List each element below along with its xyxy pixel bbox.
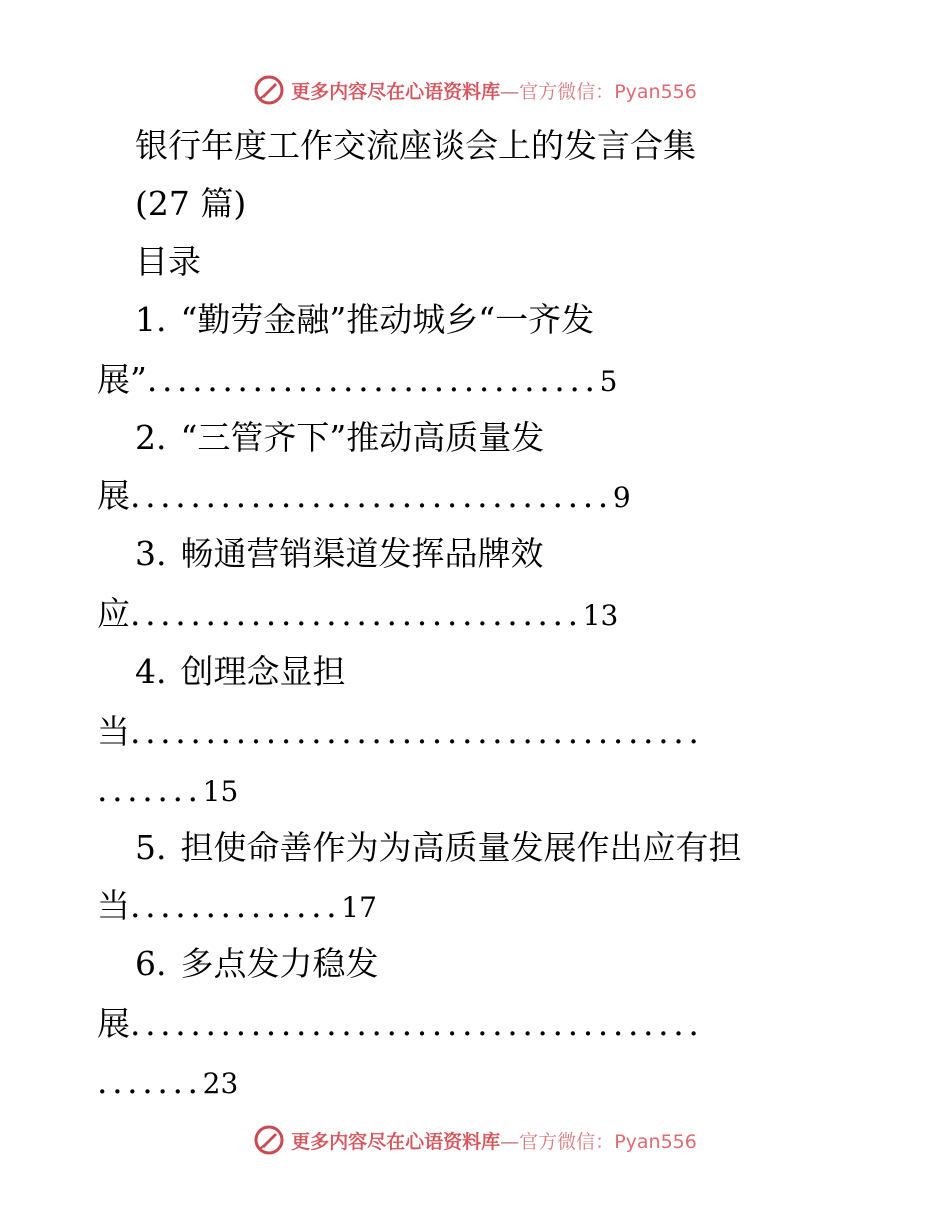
watermark-dash: — (500, 80, 520, 103)
toc-entry-page: 5 (599, 365, 618, 398)
watermark-official-text: 官方微信： (519, 1130, 615, 1153)
toc-entry-title: 多点发力稳发 (180, 944, 379, 983)
watermark-main-text: 更多内容尽在心语资料库 (291, 80, 501, 103)
toc-entry-dots: .............................. (146, 360, 600, 399)
toc-entry-number: 6. (135, 944, 167, 983)
watermark-wechat-id: Pyan556 (614, 80, 697, 103)
toc-entry-1-leader[interactable] (97, 360, 617, 402)
toc-entry-title: 畅通营销渠道发挥品牌效 (180, 534, 544, 573)
watermark-footer (0, 1120, 950, 1160)
toc-entry-dots: ....... (97, 770, 203, 809)
toc-heading: 目录 (135, 242, 201, 281)
document-title: 银行年度工作交流座谈会上的发言合集 (135, 126, 696, 165)
watermark-wechat-id: Pyan556 (614, 1130, 697, 1153)
toc-entry-5-leader[interactable] (97, 886, 377, 928)
watermark-dash: — (500, 1130, 520, 1153)
toc-entry-page: 17 (341, 891, 377, 924)
toc-entry-dots: ...................................... (130, 712, 704, 751)
toc-entry-2-leader[interactable] (97, 476, 631, 518)
toc-entry-title: 创理念显担 (180, 652, 346, 691)
toc-entry-tail: 展 (97, 476, 130, 515)
toc-entry-page: 15 (202, 775, 239, 808)
toc-entry-4-title[interactable] (135, 652, 346, 692)
toc-entry-number: 3. (135, 534, 167, 573)
toc-entry-dots: ...................................... (130, 1004, 704, 1043)
document-subtitle: (27 篇) (135, 184, 247, 223)
toc-entry-page: 13 (582, 599, 619, 632)
toc-entry-tail: 当 (97, 886, 130, 925)
toc-entry-tail: 当 (97, 712, 130, 751)
toc-entry-dots: .............................. (130, 594, 583, 633)
toc-entry-number: 5. (135, 828, 167, 867)
toc-entry-6-leader[interactable] (97, 1004, 703, 1044)
watermark-official-text: 官方微信： (519, 80, 615, 103)
toc-entry-tail: 展” (97, 360, 147, 399)
toc-entry-tail: 应 (97, 594, 130, 633)
quill-logo-icon (253, 74, 285, 106)
watermark-header (0, 70, 950, 110)
toc-entry-title: 担使命善作为为高质量发展作出应有担 (180, 828, 742, 867)
toc-entry-number: 4. (135, 652, 167, 691)
toc-entry-page: 9 (612, 481, 631, 514)
toc-entry-4-leader-cont[interactable] (97, 770, 238, 812)
toc-entry-title: “三管齐下”推动高质量发 (180, 418, 545, 457)
toc-entry-number: 2. (135, 418, 167, 457)
toc-entry-number: 1. (135, 300, 167, 339)
toc-entry-dots: ................................ (130, 476, 613, 515)
toc-entry-6-title[interactable] (135, 944, 379, 984)
toc-entry-1-title[interactable] (135, 300, 594, 340)
toc-entry-6-leader-cont[interactable] (97, 1062, 238, 1104)
toc-entry-2-title[interactable] (135, 418, 544, 458)
toc-entry-3-title[interactable] (135, 534, 544, 574)
quill-logo-icon (253, 1124, 285, 1156)
toc-entry-tail: 展 (97, 1004, 130, 1043)
toc-entry-3-leader[interactable] (97, 594, 618, 636)
toc-entry-page: 23 (202, 1067, 239, 1100)
toc-entry-4-leader[interactable] (97, 712, 703, 752)
toc-entry-5-title[interactable] (135, 828, 742, 868)
watermark-main-text: 更多内容尽在心语资料库 (291, 1130, 501, 1153)
toc-entry-dots: ....... (97, 1062, 203, 1101)
toc-entry-dots: .............. (130, 886, 342, 925)
toc-entry-title: “勤劳金融”推动城乡“一齐发 (180, 300, 595, 339)
